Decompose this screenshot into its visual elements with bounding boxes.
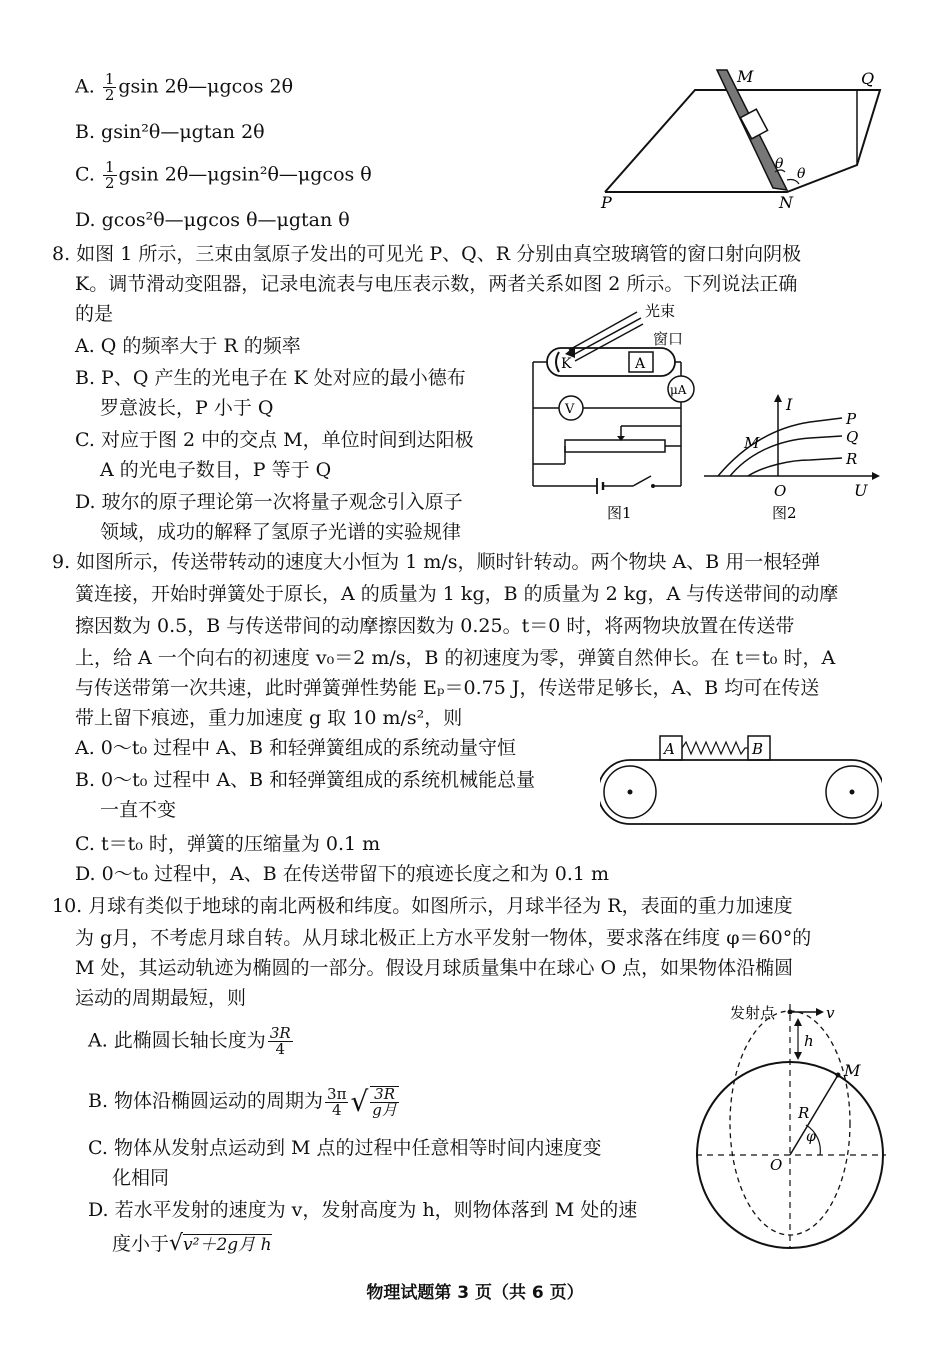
q9-option-b-line-1: B. 0～t₀ 过程中 A、B 和轻弹簧组成的系统机械能总量 (75, 769, 536, 791)
frac-denominator: g月 (372, 1101, 397, 1119)
label-phi: φ (806, 1129, 816, 1145)
q9-conveyor-figure (600, 732, 882, 832)
label-q: Q (861, 69, 875, 88)
label-a: A (635, 356, 646, 372)
q9-stem-line-3: 擦因数为 0.5，B 与传送带间的动摩擦因数为 0.25。t＝0 时，将两物块放置在传送带 (75, 615, 795, 637)
q7-option-a-rest: gsin 2θ—μgcos 2θ (118, 75, 294, 98)
frac-denominator: 2 (104, 174, 115, 192)
spring (682, 742, 748, 754)
q10-option-d-line-2 (112, 1230, 272, 1259)
frac-denominator: 2 (104, 86, 115, 104)
u-axis-arrow-icon (872, 472, 880, 480)
frac-denominator: 4 (275, 1040, 285, 1058)
q10-stem-line-2: 为 g月，不考虑月球自转。从月球北极正上方水平发射一物体，要求落在纬度 φ＝60°的 (75, 927, 812, 949)
label-theta-1: θ (775, 156, 784, 172)
label-p: P (601, 193, 612, 210)
q10-option-a (88, 1026, 295, 1057)
velocity-arrow-icon (816, 1008, 824, 1016)
label-m: M (737, 67, 754, 86)
q10-option-a-fraction (268, 1026, 293, 1057)
q7-option-a-fraction (103, 72, 117, 103)
q8-stem-line-2: K。调节滑动变阻器，记录电流表与电压表示数，两者关系如图 2 所示。下列说法正确 (75, 273, 798, 295)
q8-option-b-line-1: B. P、Q 产生的光电子在 K 处对应的最小德布 (75, 367, 466, 389)
label-p: P (846, 410, 857, 428)
label-m: M (844, 1061, 861, 1080)
q7-option-a (75, 72, 293, 103)
q7-option-a-prefix: A. (75, 75, 101, 98)
q7-option-c-fraction (103, 160, 117, 191)
label-m: M (744, 434, 760, 452)
q8-figure-1-circuit (525, 298, 710, 528)
q9-option-d: D. 0～t₀ 过程中，A、B 在传送带留下的痕迹长度之和为 0.1 m (75, 863, 610, 885)
label-o: O (770, 1156, 783, 1174)
q8-option-d-line-1: D. 玻尔的原子理论第一次将量子观念引入原子 (75, 491, 463, 513)
q10-stem-line-4: 运动的周期最短，则 (75, 987, 247, 1009)
label-v: V (565, 402, 575, 417)
label-window: 窗口 (653, 330, 684, 348)
q9-option-c: C. t＝t₀ 时，弹簧的压缩量为 0.1 m (75, 833, 381, 855)
frac-numerator: 3R (269, 1024, 291, 1042)
point-m (836, 1073, 841, 1078)
height-arrow-down-icon (794, 1052, 802, 1060)
q7-option-c-prefix: C. (75, 163, 101, 186)
q9-stem-line-4: 上，给 A 一个向右的初速度 v₀＝2 m/s，B 的初速度为零，弹簧自然伸长。在 t＝t₀ 时，A (75, 647, 836, 669)
label-r: R (846, 450, 858, 468)
q8-option-a: A. Q 的频率大于 R 的频率 (75, 335, 301, 357)
frac-numerator: 3π (327, 1084, 347, 1103)
q8-option-c-line-2: A 的光电子数目，P 等于 Q (100, 459, 332, 481)
page-footer: 物理试题第 3 页（共 6 页） (366, 1283, 584, 1303)
q8-option-c-line-1: C. 对应于图 2 中的交点 M，单位时间到达阳极 (75, 429, 474, 451)
q10-option-c-line-1: C. 物体从发射点运动到 M 点的过程中任意相等时间内速度变 (88, 1137, 602, 1159)
label-r: R (798, 1104, 810, 1122)
label-beam: 光束 (645, 302, 676, 320)
q7-option-b: B. gsin²θ—μgtan 2θ (75, 121, 265, 143)
label-n: N (779, 193, 793, 210)
q7-incline-figure (595, 60, 885, 210)
q8-stem-line-1: 8. 如图 1 所示，三束由氢原子发出的可见光 P、Q、R 分别由真空玻璃管的窗口射向阴极 (52, 243, 802, 265)
elliptical-orbit (730, 1011, 850, 1235)
q7-option-d: D. gcos²θ—μgcos θ—μgtan θ (75, 209, 350, 231)
label-a: A (664, 740, 675, 758)
height-arrow-up-icon (794, 1018, 802, 1026)
frac-denominator: 4 (331, 1100, 342, 1119)
q10-moon-figure (690, 998, 890, 1260)
q10-option-d-text: 度小于 (112, 1233, 170, 1255)
q7-option-c (75, 160, 372, 191)
label-h: h (804, 1032, 814, 1050)
label-theta-2: θ (797, 166, 806, 182)
switch (633, 476, 651, 486)
q10-option-c-line-2: 化相同 (112, 1167, 170, 1189)
q8-option-b-line-2: 罗意波长，P 小于 Q (100, 397, 274, 419)
q8-option-d-line-2: 领域，成功的解释了氢原子光谱的实验规律 (100, 521, 462, 543)
label-ua: μA (670, 383, 687, 397)
label-q: Q (846, 428, 859, 446)
q10-option-d-line-1: D. 若水平发射的速度为 v，发射高度为 h，则物体落到 M 处的速 (88, 1199, 638, 1221)
i-axis-arrow-icon (774, 394, 782, 402)
fig2-caption: 图2 (772, 504, 797, 522)
light-beam-2 (571, 318, 641, 356)
sqrt-sign-icon: √ (350, 1085, 369, 1118)
q9-stem-line-2: 簧连接，开始时弹簧处于原长，A 的质量为 1 kg，B 的质量为 2 kg，A 与传送带间的动摩 (75, 583, 839, 605)
q10-stem-line-3: M 处，其运动轨迹为椭圆的一部分。假设月球质量集中在球心 O 点，如果物体沿椭圆 (75, 957, 794, 979)
light-beam-1 (569, 312, 637, 350)
q9-stem-line-6: 带上留下痕迹，重力加速度 g 取 10 m/s²，则 (75, 707, 463, 729)
cathode (556, 352, 559, 372)
label-o: O (774, 482, 787, 500)
frac-numerator: 3R (370, 1087, 399, 1103)
q10-stem-line-1: 10. 月球有类似于地球的南北两极和纬度。如图所示，月球半径为 R，表面的重力加速度 (52, 895, 793, 917)
sqrt-sign-icon: √ (169, 1231, 184, 1256)
q9-option-b-line-2: 一直不变 (100, 799, 177, 821)
frac-numerator: 1 (104, 158, 115, 176)
q10-option-b (88, 1086, 401, 1118)
q10-option-b-text: B. 物体沿椭圆运动的周期为 (88, 1090, 324, 1112)
q10-option-d-radicand: v²＋2g月 h (183, 1235, 272, 1255)
frac-numerator: 1 (104, 70, 115, 88)
q10-option-a-text: A. 此椭圆长轴长度为 (88, 1029, 266, 1052)
label-launch-point: 发射点 (730, 1004, 776, 1022)
q9-stem-line-5: 与传送带第一次共速，此时弹簧弹性势能 Eₚ＝0.75 J，传送带足够长，A、B 均可在传送 (75, 677, 820, 699)
q10-option-b-radicand (370, 1086, 399, 1118)
q8-stem-line-3: 的是 (75, 303, 114, 325)
q8-figure-2-graph (700, 388, 885, 528)
q10-option-b-coef (325, 1084, 348, 1119)
label-b: B (752, 740, 764, 758)
label-v: v (826, 1004, 835, 1022)
q7-option-c-rest: gsin 2θ—μgsin²θ—μgcos θ (118, 163, 372, 186)
curve-r (748, 458, 842, 476)
curve-p (718, 418, 842, 476)
label-i: I (786, 395, 793, 414)
fig1-caption: 图1 (607, 504, 632, 522)
q9-option-a: A. 0～t₀ 过程中 A、B 和轻弹簧组成的系统动量守恒 (75, 737, 516, 759)
label-u: U (854, 481, 868, 500)
rheostat (565, 440, 665, 452)
label-k: K (561, 356, 572, 372)
q9-stem-line-1: 9. 如图所示，传送带转动的速度大小恒为 1 m/s，顺时针转动。两个物块 A、B 用一根轻弹 (52, 551, 821, 573)
